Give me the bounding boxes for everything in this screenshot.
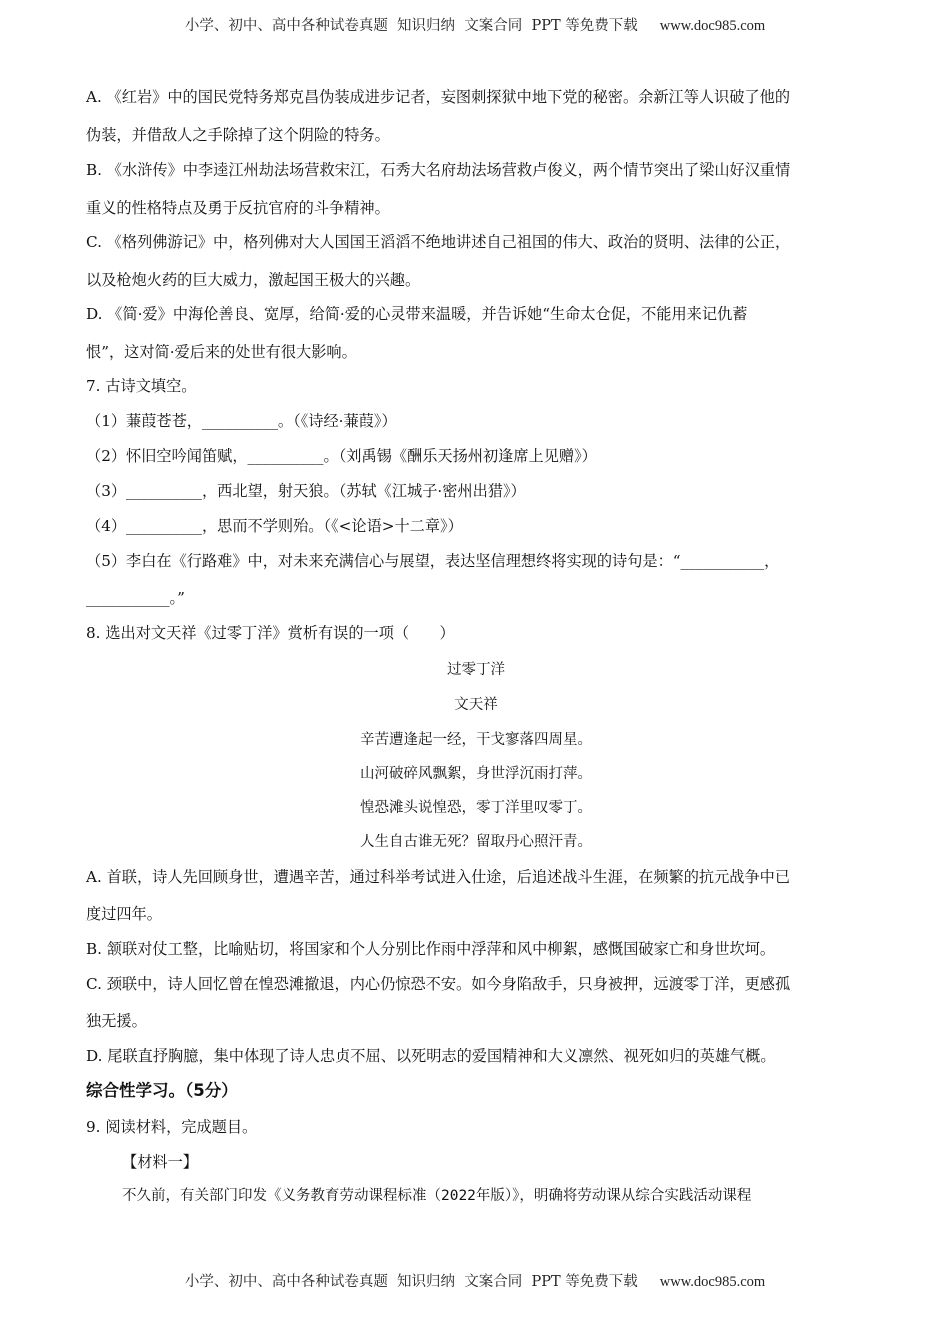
header-site: www.doc985.com <box>659 18 766 34</box>
q6-option-b-line2: 重义的性格特点及勇于反抗官府的斗争精神。 <box>86 199 390 217</box>
footer-site: www.doc985.com <box>659 1274 766 1290</box>
poem-line-1: 辛苦遭逢起一经，干戈寥落四周星。 <box>360 732 592 748</box>
q8-option-a-line2: 度过四年。 <box>86 905 162 923</box>
q8-option-c-line1: C. 颈联中，诗人回忆曾在惶恐滩撤退，内心仍惊恐不安。如今身陷敌手，只身被押，远渡零丁洋，更感孤 <box>86 975 791 993</box>
material-label: 【材料一】 <box>122 1153 198 1171</box>
poem-line-2: 山河破碎风飘絮，身世浮沉雨打萍。 <box>360 766 592 782</box>
footer-text: 小学、初中、高中各种试卷真题 知识归纳 文案合同 PPT 等免费下载 <box>184 1274 638 1290</box>
q7-item-3: （3）__________，西北望，射天狼。（苏轼《江城子·密州出猎》） <box>86 482 526 500</box>
q6-option-c-line1: C. 《格列佛游记》中，格列佛对大人国国王滔滔不绝地讲述自己祖国的伟大、政治的贤明、法律的公正， <box>86 233 791 251</box>
poem-title: 过零丁洋 <box>447 662 505 678</box>
q8-option-b: B. 颔联对仗工整，比喻贴切，将国家和个人分别比作雨中浮萍和风中柳絮，感慨国破家亡和身世坎坷。 <box>86 940 776 958</box>
material-text: 不久前，有关部门印发《义务教育劳动课程标准（2022年版）》，明确将劳动课从综合实践活动课程 <box>122 1188 752 1204</box>
q7-title: 7. 古诗文填空。 <box>86 377 197 395</box>
header-text: 小学、初中、高中各种试卷真题 知识归纳 文案合同 PPT 等免费下载 <box>184 18 638 34</box>
q7-item-5-line2: ___________。” <box>86 589 185 607</box>
q8-option-a-line1: A. 首联，诗人先回顾身世，遭遇辛苦，通过科举考试进入仕途，后追述战斗生涯，在频繁的抗元战争中已 <box>86 868 791 886</box>
q8-title: 8. 选出对文天祥《过零丁洋》赏析有误的一项（ ） <box>86 624 455 642</box>
section-heading: 综合性学习。（5分） <box>86 1081 238 1100</box>
q6-option-d-line2: 恨”，这对简·爱后来的处世有很大影响。 <box>86 343 357 361</box>
q9-title: 9. 阅读材料，完成题目。 <box>86 1118 258 1136</box>
page-header-top <box>0 14 950 35</box>
q6-option-a-line1: A. 《红岩》中的国民党特务郑克昌伪装成进步记者，妄图刺探狱中地下党的秘密。余新江等人识破了他的 <box>86 88 791 106</box>
q6-option-d-line1: D. 《简·爱》中海伦善良、宽厚，给简·爱的心灵带来温暖，并告诉她“生命太仓促，不能用来记仇蓄 <box>86 305 748 323</box>
page-footer <box>0 1270 950 1291</box>
q6-option-a-line2: 伪装，并借敌人之手除掉了这个阴险的特务。 <box>86 126 390 144</box>
poem-line-3: 惶恐滩头说惶恐，零丁洋里叹零丁。 <box>360 800 592 816</box>
q8-option-d: D. 尾联直抒胸臆，集中体现了诗人忠贞不屈、以死明志的爱国精神和大义凛然、视死如归的英雄气概。 <box>86 1047 776 1065</box>
q7-item-5-line1: （5）李白在《行路难》中，对未来充满信心与展望，表达坚信理想终将实现的诗句是：“___________， <box>86 552 780 570</box>
poem-line-4: 人生自古谁无死？留取丹心照汗青。 <box>360 834 592 850</box>
q7-item-2: （2）怀旧空吟闻笛赋，__________。（刘禹锡《酬乐天扬州初逢席上见赠》） <box>86 447 597 465</box>
q7-item-4: （4）__________，思而不学则殆。（《<论语>十二章》） <box>86 517 463 535</box>
q6-option-c-line2: 以及枪炮火药的巨大威力，激起国王极大的兴趣。 <box>86 271 421 289</box>
poem-author: 文天祥 <box>454 697 498 713</box>
q7-item-1: （1）蒹葭苍苍，__________。（《诗经·蒹葭》） <box>86 412 397 430</box>
q6-option-b-line1: B. 《水浒传》中李逵江州劫法场营救宋江，石秀大名府劫法场营救卢俊义，两个情节突出了梁山好汉重情 <box>86 161 791 179</box>
q8-option-c-line2: 独无援。 <box>86 1012 147 1030</box>
